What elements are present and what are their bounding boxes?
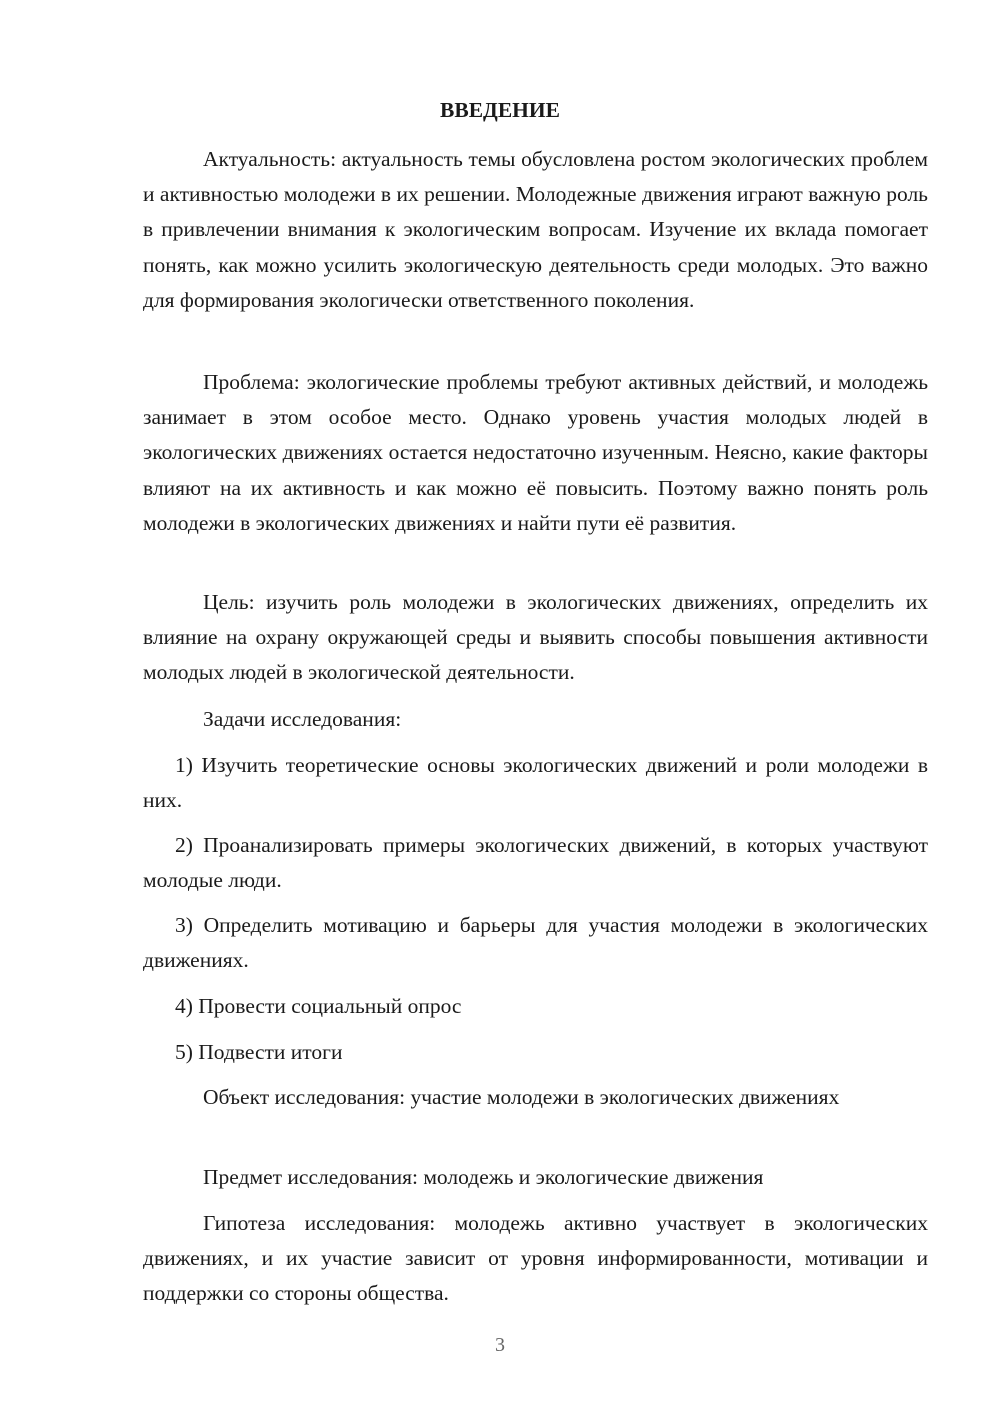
task-item-4: 4) Провести социальный опрос: [175, 994, 462, 1018]
page-title: ВВЕДЕНИЕ: [440, 98, 560, 122]
paragraph-relevance: Актуальность: актуальность темы обусловлена ростом экологических проблем и активностью молодежи в их решении. Молодежные движения играют важную роль в привлечении внимания к экологическим вопросам. Изучение их вклада помогает понять, как можно усилить экологическую деятельность среди молодых. Это важно для формирования экологически ответственного поколения.: [143, 147, 928, 312]
paragraph-tasks-heading: Задачи исследования:: [203, 707, 402, 731]
paragraph-hypothesis: Гипотеза исследования: молодежь активно участвует в экологических движениях, и их участие зависит от уровня информированности, мотивации и поддержки со стороны общества.: [143, 1211, 928, 1306]
paragraph-problem: Проблема: экологические проблемы требуют активных действий, и молодежь занимает в этом особое место. Однако уровень участия молодых людей в экологических движениях остается недостаточно изученным. Неясно, какие факторы влияют на их активность и как можно её повысить. Поэтому важно понять роль молодежи в экологических движениях и найти пути её развития.: [143, 370, 928, 535]
paragraph-object: Объект исследования: участие молодежи в экологических движениях: [203, 1085, 840, 1109]
task-item-1: 1) Изучить теоретические основы экологических движений и роли молодежи в них.: [143, 753, 928, 813]
page-number: 3: [495, 1334, 505, 1356]
task-item-2: 2) Проанализировать примеры экологических движений, в которых участвуют молодые люди.: [143, 833, 928, 893]
task-item-5: 5) Подвести итоги: [175, 1040, 343, 1064]
paragraph-subject: Предмет исследования: молодежь и экологические движения: [203, 1165, 764, 1189]
paragraph-goal: Цель: изучить роль молодежи в экологических движениях, определить их влияние на охрану окружающей среды и выявить способы повышения активности молодых людей в экологической деятельности.: [143, 590, 928, 685]
task-item-3: 3) Определить мотивацию и барьеры для участия молодежи в экологических движениях.: [143, 913, 928, 973]
